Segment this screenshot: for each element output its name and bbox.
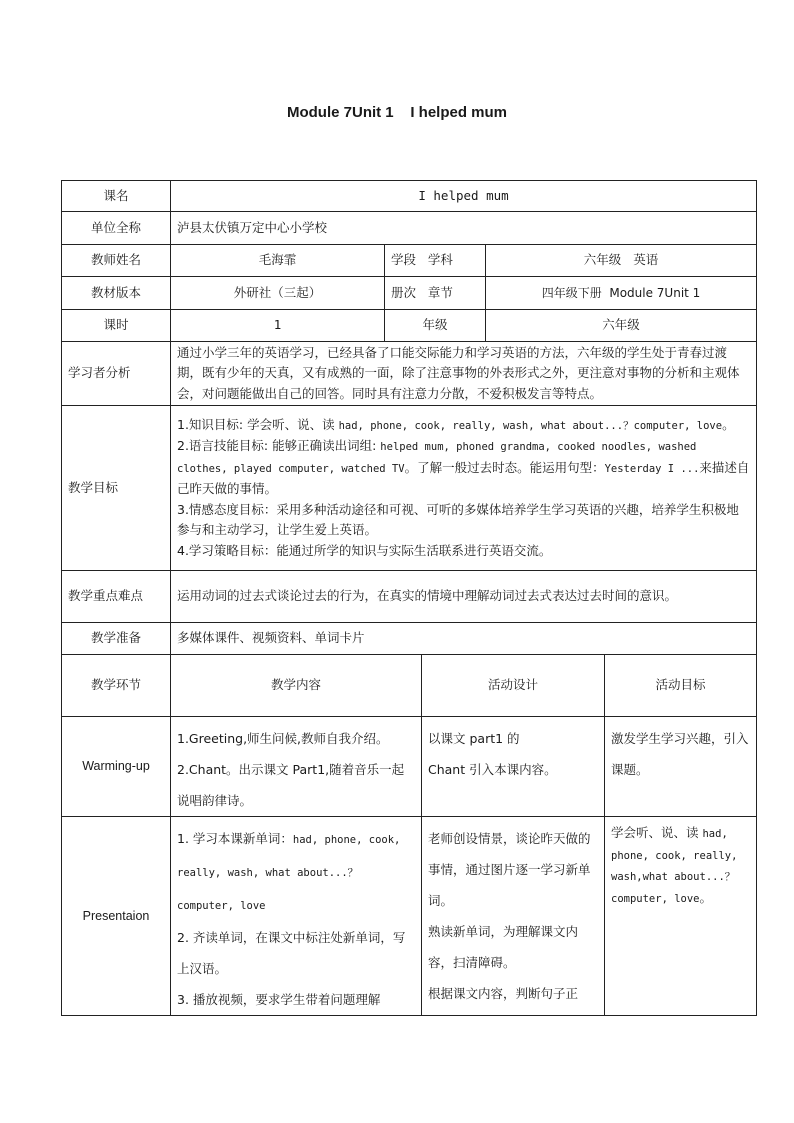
- label-key-points: 教学重点难点: [62, 571, 171, 623]
- row-period: [62, 310, 757, 342]
- value-teacher: 毛海霏: [171, 245, 385, 277]
- header-stage: 教学环节: [62, 655, 171, 717]
- row-headers: [62, 655, 757, 717]
- goal-knowledge: 1.知识目标: 学会听、说、读 had, phone, cook, really, wash, what about...？computer, love。: [177, 416, 735, 432]
- value-stage-subject: 六年级 英语: [486, 245, 757, 277]
- label-preparation: 教学准备: [62, 623, 171, 655]
- label-course: 课名: [62, 181, 171, 212]
- label-grade: 年级: [385, 310, 486, 342]
- header-target: 活动目标: [605, 655, 757, 717]
- lesson-plan-table: [61, 180, 757, 1016]
- row-course: [62, 181, 757, 212]
- header-content: 教学内容: [171, 655, 422, 717]
- stage-warmup: Warming-up: [62, 717, 171, 817]
- label-teaching-goals: 教学目标: [62, 406, 171, 571]
- row-teacher: [62, 245, 757, 277]
- goal-strategy: 4.学习策略目标：能通过所学的知识与实际生活联系进行英语交流。: [177, 542, 552, 558]
- label-volume-chapter: 册次 章节: [385, 277, 486, 310]
- row-warmup: [62, 717, 757, 817]
- label-period: 课时: [62, 310, 171, 342]
- value-textbook: 外研社（三起）: [171, 277, 385, 310]
- content-warmup: 1.Greeting,师生问候,教师自我介绍。 2.Chant。出示课文 Part1,随着音乐一起说唱韵律诗。: [171, 717, 422, 817]
- row-learner-analysis: [62, 342, 757, 406]
- row-school: [62, 212, 757, 245]
- value-course: I helped mum: [171, 181, 757, 212]
- row-presentation: [62, 817, 757, 1016]
- label-stage-subject: 学段 学科: [385, 245, 486, 277]
- content-presentation: 1. 学习本课新单词：had, phone, cook, really, wash, what about...？ computer, love 2. 齐读单词，在课文中标注处新单词，写上汉语。 3. 播放视频，要求学生带着问题理解: [171, 817, 422, 1016]
- row-preparation: [62, 623, 757, 655]
- label-textbook: 教材版本: [62, 277, 171, 310]
- row-textbook: [62, 277, 757, 310]
- value-teaching-goals: [171, 406, 757, 571]
- value-learner-analysis: 通过小学三年的英语学习，已经具备了口能交际能力和学习英语的方法，六年级的学生处于青春过渡期，既有少年的天真，又有成熟的一面，除了注意事物的外表形式之外，更注意对事物的分析和主观体会，对问题能做出自己的回答。同时具有注意力分散，不爱积极发言等特点。: [171, 342, 757, 406]
- label-learner-analysis: 学习者分析: [62, 342, 171, 406]
- value-grade: 六年级: [486, 310, 757, 342]
- design-presentation: 老师创设情景，谈论昨天做的事情，通过图片逐一学习新单词。 熟读新单词，为理解课文内容，扫清障碍。 根据课文内容，判断句子正: [422, 817, 605, 1016]
- value-school: 泸县太伏镇万定中心小学校: [171, 212, 757, 245]
- design-warmup: 以课文 part1 的 Chant 引入本课内容。: [422, 717, 605, 817]
- target-presentation: 学会听、说、读 had, phone, cook, really, wash,what about...？ computer, love。: [605, 817, 757, 1016]
- document-title: Module 7Unit 1 I helped mum: [286, 104, 508, 121]
- value-period: 1: [171, 310, 385, 342]
- value-preparation: 多媒体课件、视频资料、单词卡片: [171, 623, 757, 655]
- goal-language-skill: 2.语言技能目标: 能够正确读出词组: helped mum, phoned grandma, cooked noodles, washed clothes, played computer, watched TV。了解一般过去时态。能运用句型：Yesterday I ...来描述自己昨天做的事情。: [177, 438, 750, 497]
- value-key-points: 运用动词的过去式谈论过去的行为，在真实的情境中理解动词过去式表达过去时间的意识。: [171, 571, 757, 623]
- goal-emotion: 3.情感态度目标：采用多种活动途径和可视、可听的多媒体培养学生学习英语的兴趣，培养学生积极地参与和主动学习，让学生爱上英语。: [177, 501, 739, 538]
- row-key-points: [62, 571, 757, 623]
- header-design: 活动设计: [422, 655, 605, 717]
- value-volume-chapter: 四年级下册 Module 7Unit 1: [486, 277, 757, 310]
- row-teaching-goals: [62, 406, 757, 571]
- label-teacher: 教师姓名: [62, 245, 171, 277]
- label-school: 单位全称: [62, 212, 171, 245]
- target-warmup: 激发学生学习兴趣，引入课题。: [605, 717, 757, 817]
- stage-presentation: Presentaion: [62, 817, 171, 1016]
